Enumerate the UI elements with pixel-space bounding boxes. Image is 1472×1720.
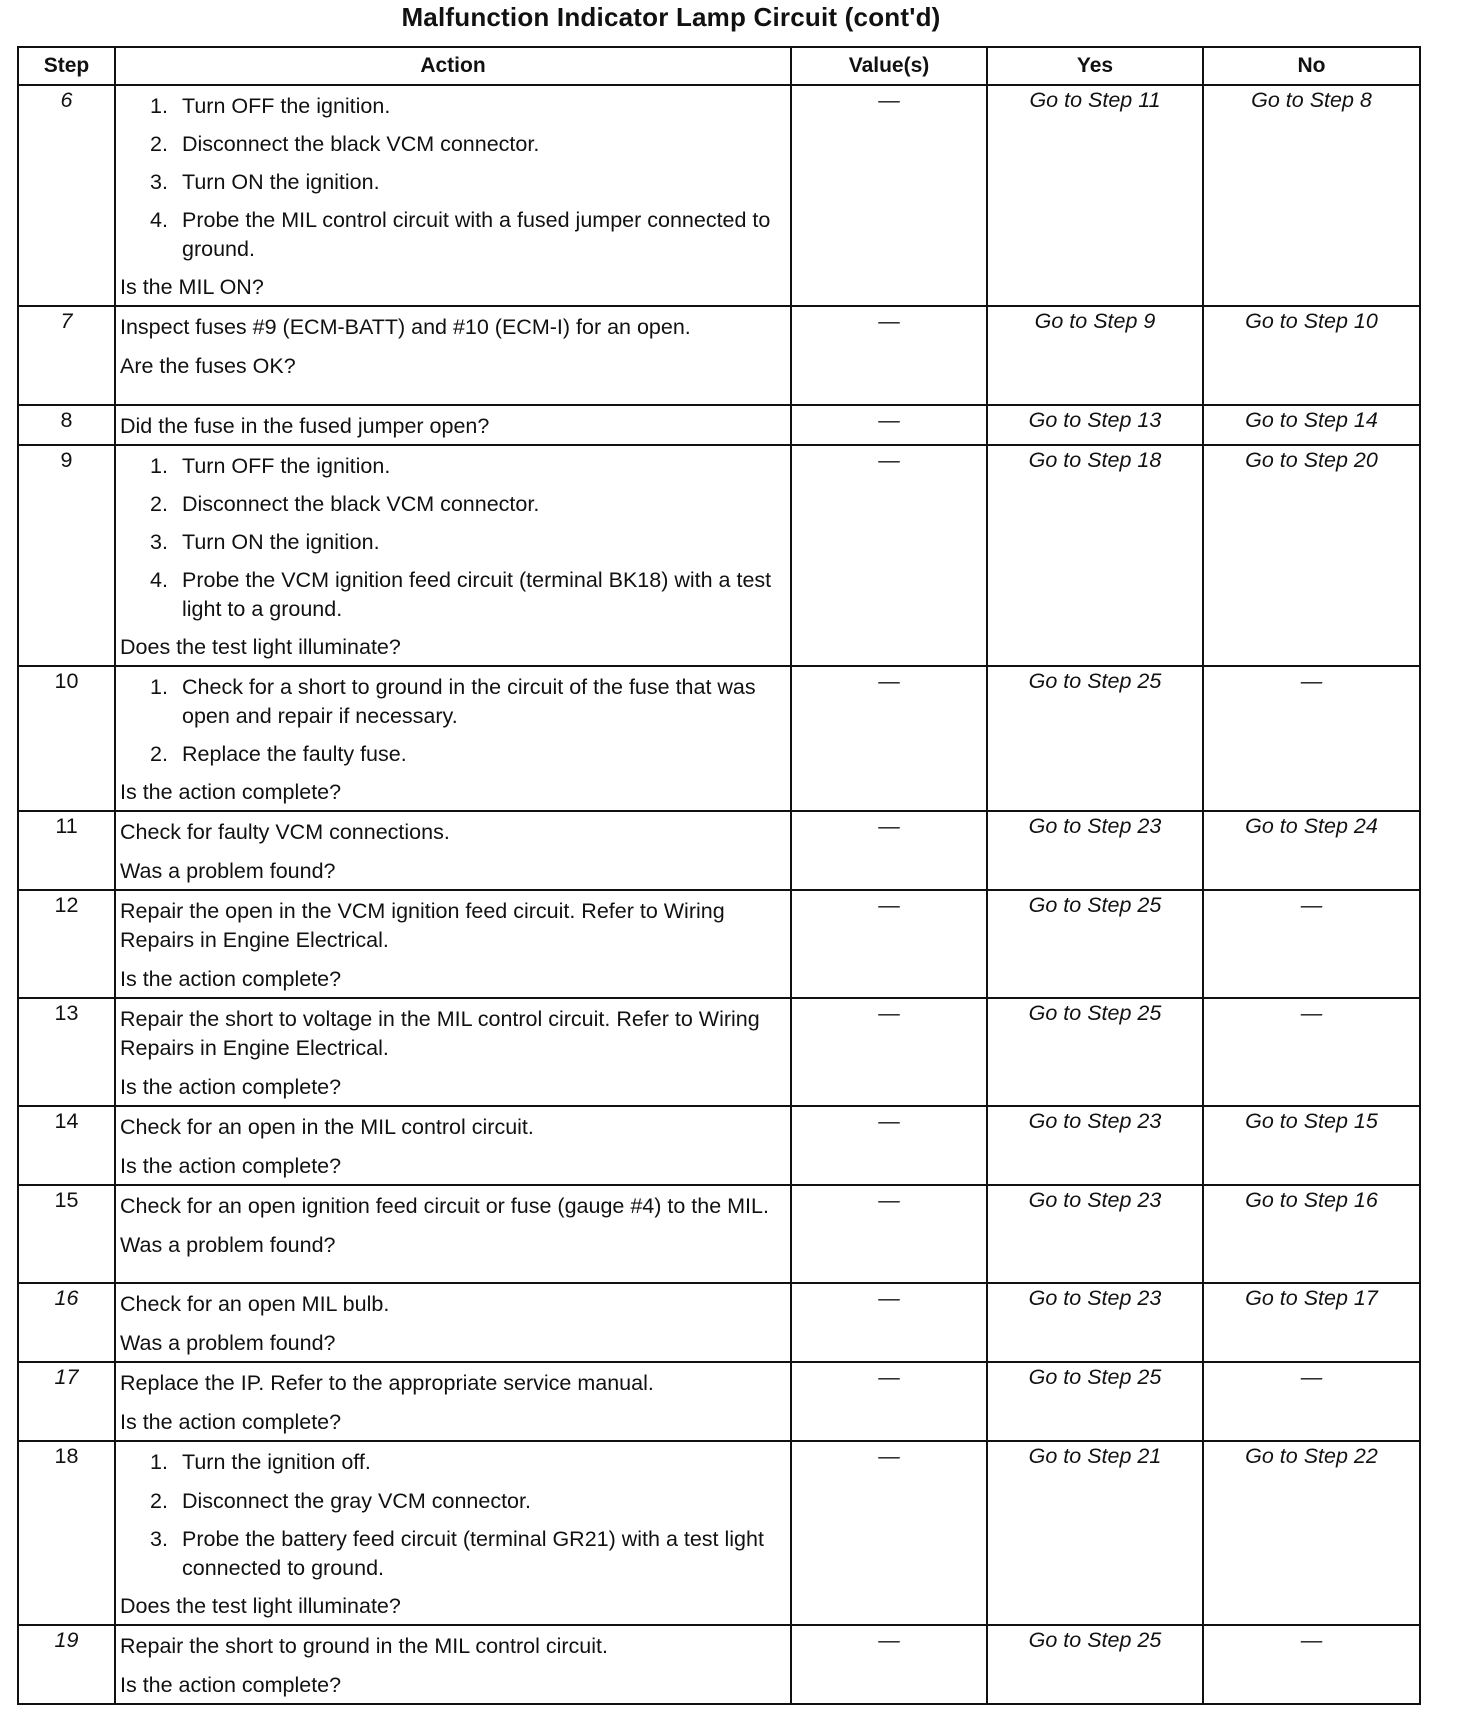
action-steps xyxy=(120,1448,784,1582)
no-cell: Go to Step 22 xyxy=(1203,1441,1420,1624)
action-step: 3. Probe the battery feed circuit (terminal GR21) with a test light connected to ground. xyxy=(150,1526,764,1580)
action-cell xyxy=(115,306,791,405)
action-question: Was a problem found? xyxy=(120,1233,336,1258)
value-cell: — xyxy=(791,666,987,811)
no-cell: — xyxy=(1203,1362,1420,1441)
action-cell xyxy=(115,1441,791,1624)
action-question: Is the action complete? xyxy=(120,967,342,992)
no-cell: Go to Step 14 xyxy=(1203,405,1420,445)
table-row xyxy=(18,1283,1420,1362)
value-cell: — xyxy=(791,1362,987,1441)
action-text: Inspect fuses #9 (ECM-BATT) and #10 (ECM-I) for an open. xyxy=(120,315,691,340)
value-cell: — xyxy=(791,1283,987,1362)
action-question: Is the action complete? xyxy=(120,1075,342,1100)
yes-cell: Go to Step 25 xyxy=(987,1625,1203,1704)
action-text: Repair the short to ground in the MIL control circuit. xyxy=(120,1633,608,1658)
action-step: 4. Probe the MIL control circuit with a fused jumper connected to ground. xyxy=(150,208,771,262)
action-step: 4. Probe the VCM ignition feed circuit (terminal BK18) with a test light to a ground. xyxy=(150,568,772,622)
step-number: 12 xyxy=(18,890,115,998)
action-step: 1. Turn the ignition off. xyxy=(150,1450,371,1475)
action-text: Repair the short to voltage in the MIL control circuit. Refer to Wiring Repairs in Engine Electrical. xyxy=(120,1007,760,1061)
yes-cell: Go to Step 25 xyxy=(987,998,1203,1106)
value-cell: — xyxy=(791,890,987,998)
table-row xyxy=(18,445,1420,666)
action-question: Did the fuse in the fused jumper open? xyxy=(120,414,490,439)
action-step: 2. Disconnect the gray VCM connector. xyxy=(150,1488,531,1513)
no-cell: Go to Step 10 xyxy=(1203,306,1420,405)
value-cell: — xyxy=(791,445,987,666)
header-yes: Yes xyxy=(987,47,1203,85)
action-text: Check for faulty VCM connections. xyxy=(120,820,450,845)
table-row xyxy=(18,1441,1420,1624)
step-number: 18 xyxy=(18,1441,115,1624)
yes-cell: Go to Step 23 xyxy=(987,1106,1203,1185)
action-question: Was a problem found? xyxy=(120,859,336,884)
action-text: Repair the open in the VCM ignition feed circuit. Refer to Wiring Repairs in Engine Electrical. xyxy=(120,899,725,953)
step-number: 10 xyxy=(18,666,115,811)
action-step: 1. Turn OFF the ignition. xyxy=(150,94,391,118)
value-cell: — xyxy=(791,1185,987,1283)
action-step: 1. Turn OFF the ignition. xyxy=(150,454,391,479)
value-cell: — xyxy=(791,811,987,890)
action-cell xyxy=(115,811,791,890)
action-step: 2. Disconnect the black VCM connector. xyxy=(150,492,540,517)
action-cell xyxy=(115,890,791,998)
step-number: 15 xyxy=(18,1185,115,1283)
no-cell: — xyxy=(1203,1625,1420,1704)
value-cell: — xyxy=(791,85,987,306)
action-cell xyxy=(115,85,791,306)
table-row xyxy=(18,1362,1420,1441)
action-cell xyxy=(115,666,791,811)
yes-cell: Go to Step 23 xyxy=(987,1185,1203,1283)
action-cell xyxy=(115,998,791,1106)
action-question: Was a problem found? xyxy=(120,1331,336,1356)
action-step: 3. Turn ON the ignition. xyxy=(150,170,380,195)
no-cell: Go to Step 24 xyxy=(1203,811,1420,890)
step-number: 8 xyxy=(18,405,115,445)
yes-cell: Go to Step 25 xyxy=(987,666,1203,811)
table-row xyxy=(18,998,1420,1106)
no-cell: Go to Step 20 xyxy=(1203,445,1420,666)
yes-cell: Go to Step 9 xyxy=(987,306,1203,405)
action-question: Is the action complete? xyxy=(120,1410,342,1435)
table-row xyxy=(18,1106,1420,1185)
yes-cell: Go to Step 25 xyxy=(987,890,1203,998)
no-cell: Go to Step 8 xyxy=(1203,85,1420,306)
no-cell: Go to Step 16 xyxy=(1203,1185,1420,1283)
no-cell: Go to Step 15 xyxy=(1203,1106,1420,1185)
action-question: Is the action complete? xyxy=(120,1672,342,1697)
action-step: 1. Check for a short to ground in the circuit of the fuse that was open and repair if necessary. xyxy=(150,675,756,729)
action-cell xyxy=(115,1185,791,1283)
action-cell xyxy=(115,1625,791,1704)
action-question: Is the action complete? xyxy=(120,780,342,805)
action-steps xyxy=(120,673,784,769)
table-row xyxy=(18,890,1420,998)
value-cell: — xyxy=(791,306,987,405)
yes-cell: Go to Step 13 xyxy=(987,405,1203,445)
action-steps xyxy=(120,92,784,264)
header-row xyxy=(18,47,1420,85)
action-step: 3. Turn ON the ignition. xyxy=(150,530,380,555)
no-cell: — xyxy=(1203,666,1420,811)
action-cell xyxy=(115,1362,791,1441)
action-question: Is the action complete? xyxy=(120,1154,342,1179)
action-question: Are the fuses OK? xyxy=(120,354,296,379)
action-steps xyxy=(120,452,784,624)
value-cell: — xyxy=(791,1106,987,1185)
action-text: Check for an open ignition feed circuit or fuse (gauge #4) to the MIL. xyxy=(120,1194,769,1219)
action-cell xyxy=(115,1283,791,1362)
action-question: Is the MIL ON? xyxy=(120,275,264,300)
header-values: Value(s) xyxy=(791,47,987,85)
value-cell: — xyxy=(791,1441,987,1624)
action-step: 2. Replace the faulty fuse. xyxy=(150,742,407,767)
step-number: 14 xyxy=(18,1106,115,1185)
action-question: Does the test light illuminate? xyxy=(120,1593,401,1618)
table-row xyxy=(18,1185,1420,1283)
step-number: 7 xyxy=(18,306,115,405)
action-text: Check for an open MIL bulb. xyxy=(120,1292,390,1317)
no-cell: — xyxy=(1203,998,1420,1106)
value-cell: — xyxy=(791,998,987,1106)
action-step: 2. Disconnect the black VCM connector. xyxy=(150,132,540,157)
page-title: Malfunction Indicator Lamp Circuit (cont'd) xyxy=(401,2,941,32)
table-row xyxy=(18,811,1420,890)
value-cell: — xyxy=(791,405,987,445)
step-number: 6 xyxy=(18,85,115,306)
step-number: 17 xyxy=(18,1362,115,1441)
action-text: Check for an open in the MIL control circuit. xyxy=(120,1115,534,1140)
action-text: Replace the IP. Refer to the appropriate service manual. xyxy=(120,1371,654,1396)
step-number: 13 xyxy=(18,998,115,1106)
table-body xyxy=(18,85,1420,1704)
action-question: Does the test light illuminate? xyxy=(120,635,401,660)
yes-cell: Go to Step 23 xyxy=(987,1283,1203,1362)
table-row xyxy=(18,1625,1420,1704)
step-number: 19 xyxy=(18,1625,115,1704)
yes-cell: Go to Step 21 xyxy=(987,1441,1203,1624)
yes-cell: Go to Step 11 xyxy=(987,85,1203,306)
header-no: No xyxy=(1203,47,1420,85)
no-cell: Go to Step 17 xyxy=(1203,1283,1420,1362)
action-cell xyxy=(115,1106,791,1185)
step-number: 16 xyxy=(18,1283,115,1362)
no-cell: — xyxy=(1203,890,1420,998)
action-cell xyxy=(115,405,791,445)
diagnostic-table xyxy=(17,46,1421,1705)
yes-cell: Go to Step 18 xyxy=(987,445,1203,666)
action-cell xyxy=(115,445,791,666)
header-step: Step xyxy=(18,47,115,85)
yes-cell: Go to Step 25 xyxy=(987,1362,1203,1441)
value-cell: — xyxy=(791,1625,987,1704)
header-action: Action xyxy=(115,47,791,85)
table-row xyxy=(18,405,1420,445)
step-number: 9 xyxy=(18,445,115,666)
table-row xyxy=(18,85,1420,306)
table-row xyxy=(18,666,1420,811)
step-number: 11 xyxy=(18,811,115,890)
yes-cell: Go to Step 23 xyxy=(987,811,1203,890)
table-row xyxy=(18,306,1420,405)
